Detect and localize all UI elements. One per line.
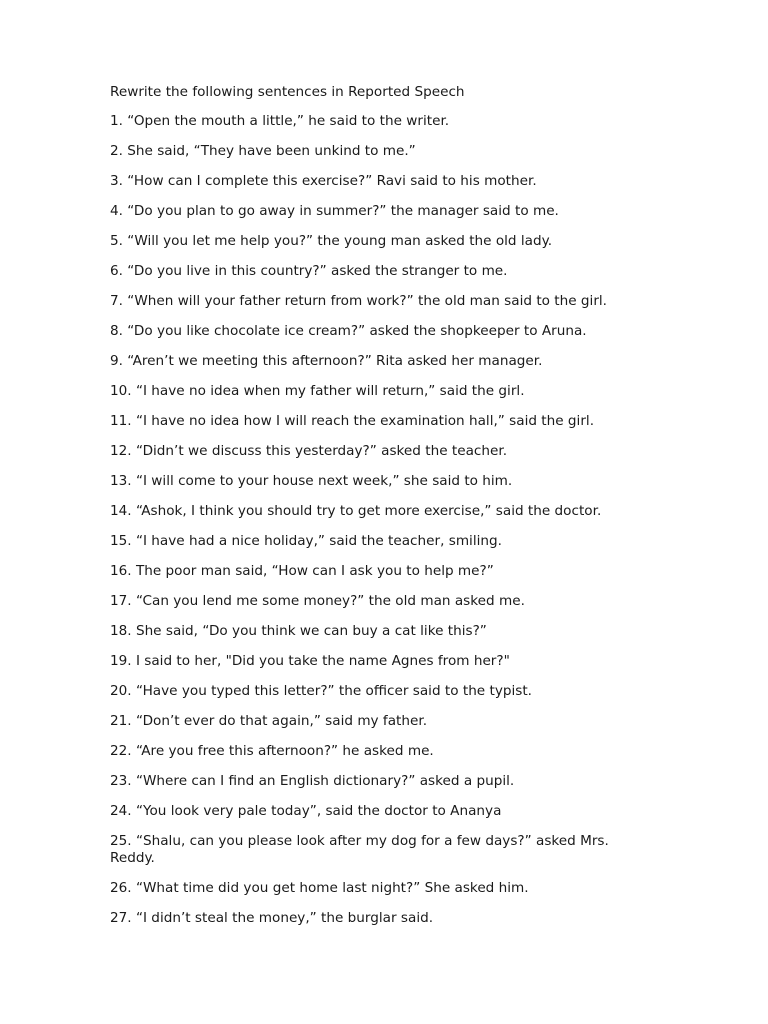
list-item: 7. “When will your father return from work?” the old man said to the girl. [110, 293, 608, 309]
list-item: 15. “I have had a nice holiday,” said the teacher, smiling. [110, 533, 502, 549]
list-item: 2. She said, “They have been unkind to me.” [110, 143, 416, 159]
list-item: 19. I said to her, "Did you take the name Agnes from her?" [110, 653, 510, 669]
list-item: 6. “Do you live in this country?” asked the stranger to me. [110, 263, 508, 279]
list-item: 25. “Shalu, can you please look after my dog for a few days?” asked Mrs. Reddy. [110, 833, 609, 866]
list-item: 26. “What time did you get home last night?” She asked him. [110, 880, 529, 896]
list-item: 13. “I will come to your house next week,” she said to him. [110, 473, 513, 489]
list-item: 9. “Aren’t we meeting this afternoon?” Rita asked her manager. [110, 353, 543, 369]
list-item: 18. She said, “Do you think we can buy a cat like this?” [110, 623, 487, 639]
list-item: 17. “Can you lend me some money?” the old man asked me. [110, 593, 525, 609]
list-item: 12. “Didn’t we discuss this yesterday?” asked the teacher. [110, 443, 508, 459]
document-content [110, 84, 640, 940]
list-item: 27. “I didn’t steal the money,” the burglar said. [110, 910, 434, 926]
list-item: 3. “How can I complete this exercise?” Ravi said to his mother. [110, 173, 537, 189]
list-item: 16. The poor man said, “How can I ask you to help me?” [110, 563, 494, 579]
list-item: 1. “Open the mouth a little,” he said to the writer. [110, 113, 450, 129]
list-item: 14. “Ashok, I think you should try to get more exercise,” said the doctor. [110, 503, 602, 519]
sentence-list [110, 113, 640, 927]
list-item: 23. “Where can I find an English dictionary?” asked a pupil. [110, 773, 515, 789]
list-item: 4. “Do you plan to go away in summer?” the manager said to me. [110, 203, 559, 219]
document-title: Rewrite the following sentences in Reported Speech [110, 84, 465, 100]
list-item: 22. “Are you free this afternoon?” he asked me. [110, 743, 434, 759]
list-item: 5. “Will you let me help you?” the young man asked the old lady. [110, 233, 553, 249]
list-item: 20. “Have you typed this letter?” the officer said to the typist. [110, 683, 533, 699]
list-item: 8. “Do you like chocolate ice cream?” asked the shopkeeper to Aruna. [110, 323, 587, 339]
list-item: 21. “Don’t ever do that again,” said my father. [110, 713, 428, 729]
list-item: 11. “I have no idea how I will reach the examination hall,” said the girl. [110, 413, 595, 429]
list-item: 24. “You look very pale today”, said the doctor to Ananya [110, 803, 502, 819]
list-item: 10. “I have no idea when my father will return,” said the girl. [110, 383, 525, 399]
